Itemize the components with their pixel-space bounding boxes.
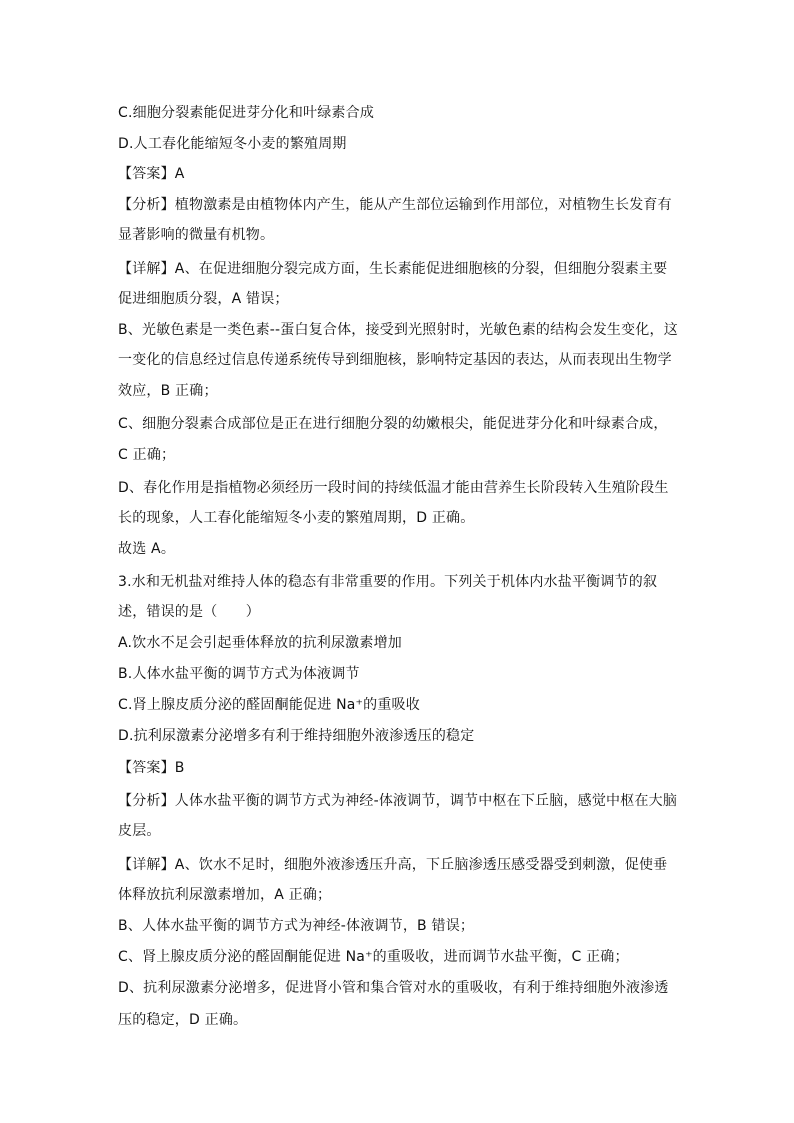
explanation-q2-line-5: 效应，B 正确； [118,383,218,399]
explanation-q2-line-3: B、光敏色素是一类色素--蛋白复合体，接受到光照射时，光敏色素的结构会发生变化，这 [118,322,678,338]
option-d-q3: D.抗利尿激素分泌增多有利于维持细胞外液渗透压的稳定 [118,728,475,744]
question-3-stem-line-1: 3.水和无机盐对维持人体的稳态有非常重要的作用。下列关于机体内水盐平衡调节的叙 [118,574,658,590]
option-b-q3: B.人体水盐平衡的调节方式为体液调节 [118,666,360,682]
explanation-q2-line-4: 一变化的信息经过信息传递系统传导到细胞核，影响特定基因的表达，从而表现出生物学 [118,352,672,368]
option-c-q2: C.细胞分裂素能促进芽分化和叶绿素合成 [118,105,375,121]
explanation-q3-line-5: D、抗利尿激素分泌增多，促进肾小管和集合管对水的重吸收，有利于维持细胞外液渗透 [118,980,669,996]
option-d-q2: D.人工春化能缩短冬小麦的繁殖周期 [118,136,347,152]
explanation-q3-line-2: 体释放抗利尿激素增加，A 正确； [118,887,332,903]
question-3-stem-line-2: 述，错误的是（ ） [118,604,260,620]
option-a-q3: A.饮水不足会引起垂体释放的抗利尿激素增加 [118,635,402,651]
analysis-q2-line-2: 显著影响的微量有机物。 [118,227,275,243]
option-c-q3: C.肾上腺皮质分泌的醛固酮能促进 Na⁺的重吸收 [118,697,420,713]
answer-q3: 【答案】B [118,760,185,776]
answer-q2: 【答案】A [118,166,185,182]
analysis-q3-line-2: 皮层。 [118,823,161,839]
explanation-q2-line-9: 长的现象，人工春化能缩短冬小麦的繁殖周期，D 正确。 [118,510,475,526]
analysis-q2-line-1: 【分析】植物激素是由植物体内产生，能从产生部位运输到作用部位，对植物生长发育有 [118,197,672,213]
explanation-q2-line-2: 促进细胞质分裂，A 错误； [118,291,289,307]
analysis-q3-line-1: 【分析】人体水盐平衡的调节方式为神经-体液调节，调节中枢在下丘脑，感觉中枢在大脑 [118,793,678,809]
explanation-q3-line-6: 压的稳定，D 正确。 [118,1012,248,1028]
conclusion-q2: 故选 A。 [118,541,176,557]
explanation-q3-line-3: B、人体水盐平衡的调节方式为神经-体液调节，B 错误； [118,918,475,934]
explanation-q2-line-1: 【详解】A、在促进细胞分裂完成方面，生长素能促进细胞核的分裂，但细胞分裂素主要 [118,261,668,277]
explanation-q3-line-4: C、肾上腺皮质分泌的醛固酮能促进 Na⁺的重吸收，进而调节水盐平衡，C 正确； [118,949,629,965]
explanation-q2-line-6: C、细胞分裂素合成部位是正在进行细胞分裂的幼嫩根尖，能促进芽分化和叶绿素合成， [118,416,668,432]
explanation-q3-line-1: 【详解】A、饮水不足时，细胞外液渗透压升高，下丘脑渗透压感受器受到刺激，促使垂 [118,857,668,873]
explanation-q2-line-7: C 正确； [118,447,176,463]
explanation-q2-line-8: D、春化作用是指植物必须经历一段时间的持续低温才能由营养生长阶段转入生殖阶段生 [118,480,669,496]
